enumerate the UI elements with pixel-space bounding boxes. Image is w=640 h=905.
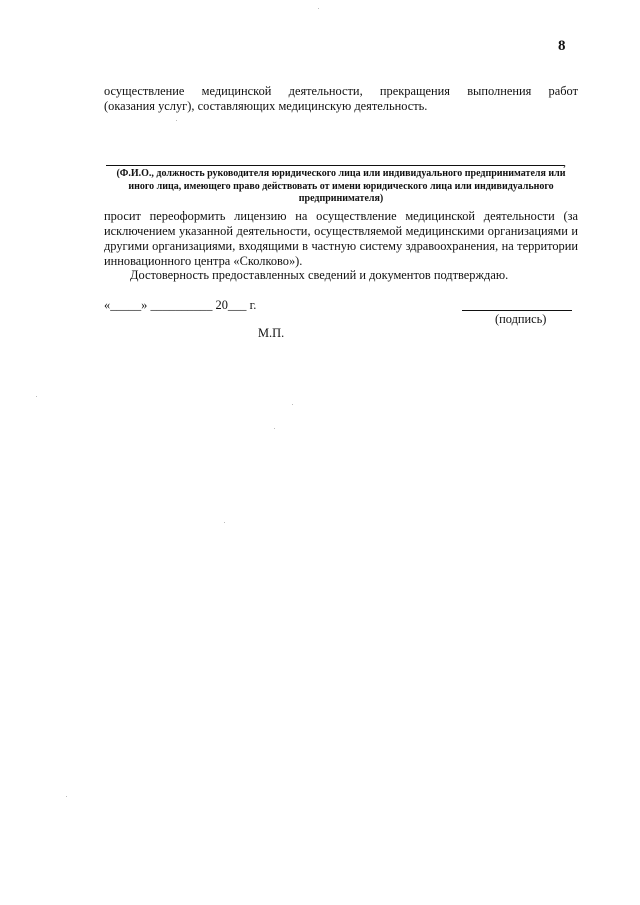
page-number: 8 [558, 38, 566, 54]
scan-speck [292, 404, 293, 405]
scan-speck [176, 120, 177, 121]
scan-speck [224, 522, 225, 523]
fio-caption: (Ф.И.О., должность руководителя юридического лица или индивидуального предпринимателя или иного лица, имеющего право действовать от имени юридического лица или индивидуального предпринимателя) [116, 168, 566, 204]
scan-speck [274, 428, 275, 429]
paragraph-confirm: Достоверность предоставленных сведений и документов подтверждаю. [130, 268, 509, 282]
fio-underline [106, 165, 564, 166]
fio-comma: , [563, 155, 566, 169]
paragraph-top-line-1: осуществление медицинской деятельности, прекращения выполнения работ [104, 84, 578, 98]
date-line: «_____» __________ 20___ г. [104, 298, 257, 312]
scan-speck [66, 796, 67, 797]
stamp-label: М.П. [258, 326, 285, 340]
paragraph-main: просит переоформить лицензию на осуществление медицинской деятельности (за исключением указанной деятельности, осуществляемой медицинскими организациями и другими организациями, входящими в частную систему здравоохранения, на территории инновационного центра «Сколково»). [104, 209, 578, 268]
signature-caption: (подпись) [495, 312, 547, 326]
paragraph-top [104, 84, 578, 114]
scan-speck [318, 8, 319, 9]
signature-underline [462, 310, 572, 311]
paragraph-top-line-2: (оказания услуг), составляющих медицинскую деятельность. [104, 99, 428, 113]
scan-speck [36, 396, 37, 397]
